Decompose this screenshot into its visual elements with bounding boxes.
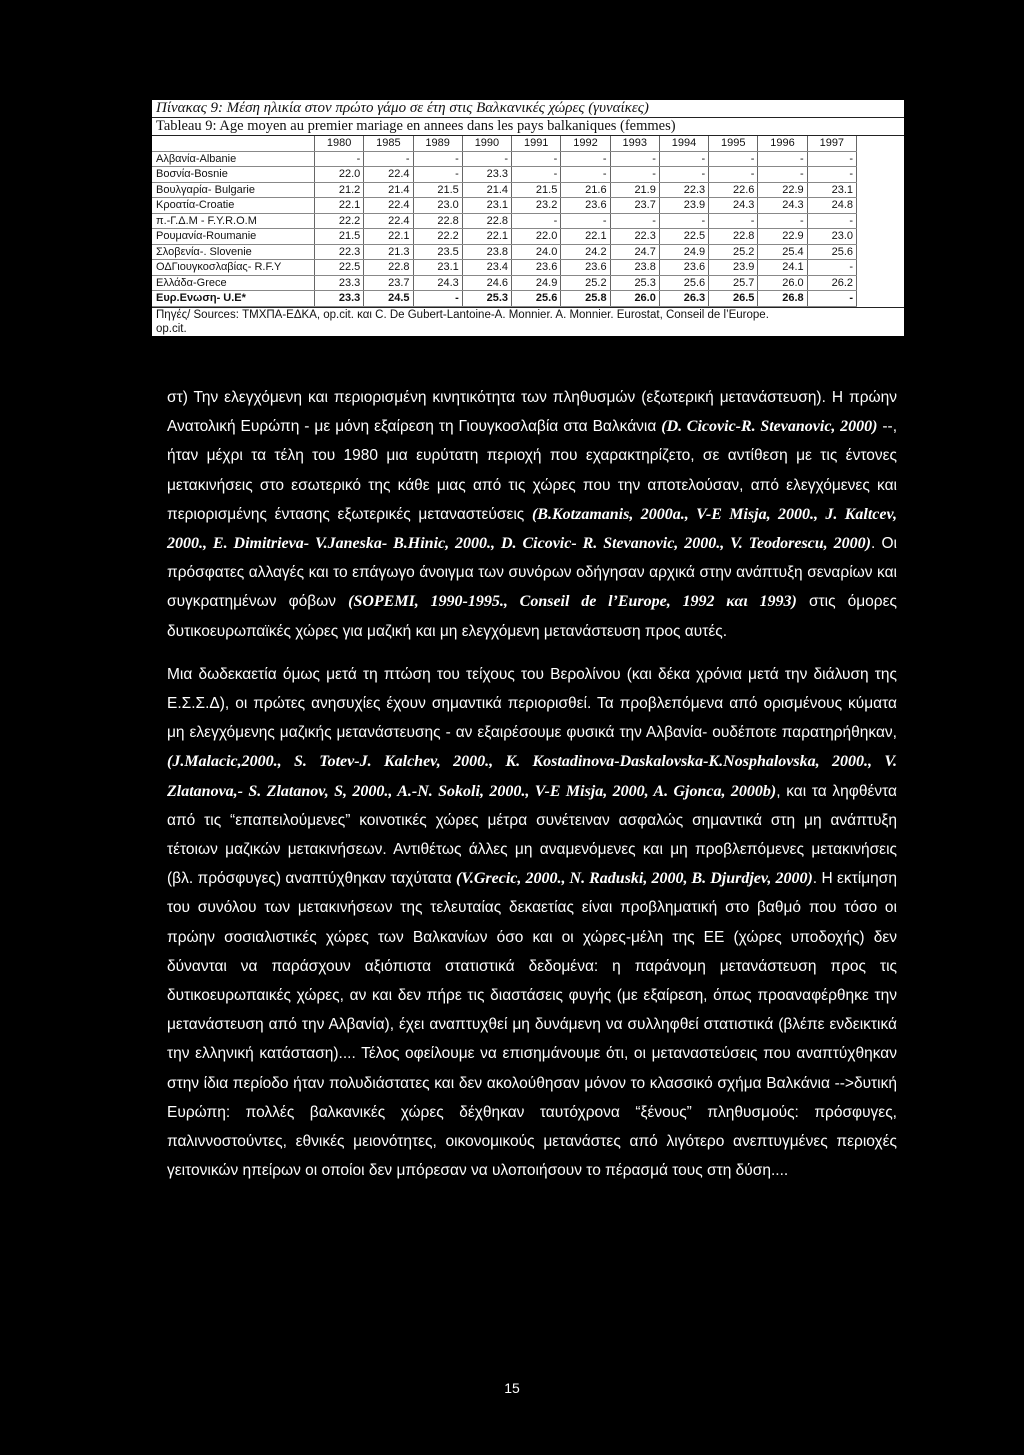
table-cell: 22.9 — [758, 229, 807, 245]
table-cell: 22.0 — [315, 167, 364, 183]
para1-text-2: --, ήταν μέχρι τα τέλη του 1980 μια ευρύτατη περιοχή που εχαρακτηρίζετο, σε αντίθεση με τις έντονες μετακινήσεις στο εσωτερικό της κάθε μιας από τις χώρες που την αποτελούσαν, από ελεγχόμενες και περιορισμένης έντασης εξωτερικές μεταναστεύσεις — [167, 418, 897, 523]
para2-citation-1: (J.Malacic,2000., S. Totev-J. Kalchev, 2000., K. Kostadinova-Daskalovska-K.Nosphalovska, 2000., V. Zlatanova,- S. Zlatanov, S, 2000., A.-N. Sokoli, 2000., V-E Misja, 2000, A. Gjonca, 2000b) — [167, 753, 897, 800]
table-cell: 23.1 — [807, 182, 856, 198]
year-header: 1992 — [561, 136, 610, 151]
table-cell: 22.6 — [709, 182, 758, 198]
table-cell: - — [807, 260, 856, 276]
table-cell: 22.8 — [364, 260, 413, 276]
table-cell: 25.6 — [659, 275, 708, 291]
table-cell: - — [561, 167, 610, 183]
country-label: Αλβανία-Albanie — [152, 151, 315, 167]
table-cell: 22.1 — [561, 229, 610, 245]
table-cell: 23.8 — [462, 244, 511, 260]
table-cell: - — [413, 167, 462, 183]
table-cell: 23.5 — [413, 244, 462, 260]
table-row — [152, 167, 857, 183]
table-cell: 22.0 — [512, 229, 561, 245]
table-cell: 25.3 — [462, 291, 511, 307]
table-cell: 26.3 — [659, 291, 708, 307]
paragraph-after-berlin-wall — [167, 660, 897, 1186]
table-cell: 23.7 — [364, 275, 413, 291]
table-cell: - — [413, 151, 462, 167]
table-cell: 22.2 — [413, 229, 462, 245]
table-cell: 22.1 — [315, 198, 364, 214]
marriage-age-table — [152, 136, 857, 307]
para2-citation-2: (V.Grecic, 2000., N. Raduski, 2000, B. Djurdjev, 2000) — [455, 870, 813, 888]
para1-citation-3: (SOPEMI, 1990-1995., Conseil de l’Europe, 1992 και 1993) — [348, 593, 797, 611]
table-cell: 22.2 — [315, 213, 364, 229]
table-cell: - — [807, 213, 856, 229]
country-label: Βοσνία-Bosnie — [152, 167, 315, 183]
year-header: 1993 — [610, 136, 659, 151]
table-cell: - — [709, 167, 758, 183]
para2-text-2: , και τα ληφθέντα από τις “επαπειλούμενες” κοινοτικές χώρες μέτρα συνέτειναν ασφαλώς σημαντικά στη μη ανάπτυξη τέτοιων μαζικών μετακινήσεων. Αντιθέτως άλλες μη αναμενόμενες και μη προβλεπόμενες μετακινήσεις (βλ. πρόσφυγες) αναπτύχθηκαν ταχύτατα — [167, 782, 897, 888]
table-sources-line2: op.cit. — [156, 322, 187, 335]
country-label: Βουλγαρία- Bulgarie — [152, 182, 315, 198]
table-cell: 22.3 — [659, 182, 708, 198]
para1-text-1: στ) Την ελεγχόμενη και περιορισμένη κινητικότητα των πληθυσμών (εξωτερική μετανάστευση). Η πρώην Ανατολική Ευρώπη - με μόνη εξαίρεση τη Γιουγκοσλαβία στα Βαλκάνια — [167, 389, 897, 436]
para1-text-4: στις όμορες δυτικοευρωπαϊκές χώρες για μαζική και μη ελεγχόμενη μετανάστευση προς αυτές. — [167, 593, 897, 640]
year-header: 1985 — [364, 136, 413, 151]
table-cell: 21.9 — [610, 182, 659, 198]
table-cell: 26.5 — [709, 291, 758, 307]
table-row — [152, 182, 857, 198]
country-label: Ευρ.Ενωση- U.E* — [152, 291, 315, 307]
header-corner-cell — [152, 136, 315, 151]
table-cell: 25.6 — [512, 291, 561, 307]
table-cell: 24.2 — [561, 244, 610, 260]
paragraph-migration-intro — [167, 383, 897, 646]
table-cell: - — [610, 213, 659, 229]
table-cell: 23.1 — [462, 198, 511, 214]
table-cell: - — [807, 151, 856, 167]
table-cell: - — [512, 167, 561, 183]
year-header: 1997 — [807, 136, 856, 151]
table-cell: - — [659, 167, 708, 183]
body-text — [167, 383, 897, 1185]
para1-text-3: . Οι πρόσφατες αλλαγές και το επάγωγο άνοιγμα των συνόρων οδήγησαν αρχικά στην ανάπτυξη σεναρίων και συγκρατημένων φόβων — [167, 535, 898, 611]
page-number: 15 — [504, 1380, 520, 1396]
table-cell: 23.8 — [610, 260, 659, 276]
year-header: 1980 — [315, 136, 364, 151]
country-label: Ελλάδα-Grece — [152, 275, 315, 291]
table-cell: - — [512, 151, 561, 167]
para1-citation-2: (B.Kotzamanis, 2000a., V-E Misja, 2000., J. Kaltcev, 2000., E. Dimitrieva- V.Janeska- B.Hinic, 2000., D. Cicovic- R. Stevanovic, 2000., V. Teodorescu, 2000) — [167, 505, 898, 553]
table-cell: 21.5 — [413, 182, 462, 198]
table-row — [152, 198, 857, 214]
para2-text-3: . Η εκτίμηση του συνόλου των μετακινήσεων της τελευταίας δεκαετίας είναι προβληματική στο βαθμό που τόσο οι πρώην σοσιαλιστικές χώρες των Βαλκανίων όσο και οι χώρες-μέλη της ΕΕ (χώρες υποδοχής) δεν δύνανται να παράσχουν αξιόπιστα στατιστικά δεδομένα: η παράνομη μετανάστευση προς τις δυτικοευρωπαικές χώρες, αν και δεν πήρε τις διαστάσεις φυγής (με εξαίρεση, όπως προαναφέρθηκε την μετανάστευση από την Αλβανία), έχει αναπτυχθεί μη δυνάμενη να συλληφθεί στατιστικά (βλέπε ενδεικτικά την ελληνική κατάσταση).... Τέλος οφείλουμε να επισημάνουμε ότι, οι μεταναστεύσεις που αναπτύχθηκαν στην ίδια περίοδο ήταν πολυδιάστατες και δεν ακολούθησαν μόνον το κλασσικό σχήμα Βαλκάνια -->δυτική Ευρώπη: πολλές βαλκανικές χώρες δέχθηκαν ταυτόχρονα “ξένους” πληθυσμούς: πρόσφυγες, παλιννοστούντες, εθνικές μειονότητες, οικονομικούς μετανάστες από λιγότερο ανεπτυγμένες περιοχές γειτονικών ηπείρων οι οποίοι δεν μπόρεσαν να υλοποιήσουν το πέρασμά τους στη δύση.... — [167, 870, 897, 1180]
table-cell: 22.5 — [315, 260, 364, 276]
table-row — [152, 260, 857, 276]
table-cell: 24.0 — [512, 244, 561, 260]
table-cell: - — [807, 167, 856, 183]
table-row — [152, 291, 857, 307]
table-cell: 21.5 — [315, 229, 364, 245]
table-cell: 22.9 — [758, 182, 807, 198]
table-row — [152, 151, 857, 167]
table-cell: - — [659, 151, 708, 167]
table-cell: - — [512, 213, 561, 229]
table-cell: 23.4 — [462, 260, 511, 276]
table-cell: 25.7 — [709, 275, 758, 291]
table-cell: - — [758, 213, 807, 229]
table-cell: 24.5 — [364, 291, 413, 307]
table-cell: 22.1 — [462, 229, 511, 245]
table-cell: - — [364, 151, 413, 167]
table-cell: - — [709, 151, 758, 167]
table-cell: 22.4 — [364, 198, 413, 214]
table-cell: 23.6 — [659, 260, 708, 276]
table-cell: 23.9 — [659, 198, 708, 214]
table-cell: 24.3 — [758, 198, 807, 214]
table-cell: 21.4 — [462, 182, 511, 198]
country-label: Σλοβενία-. Slovenie — [152, 244, 315, 260]
table-cell: 26.0 — [758, 275, 807, 291]
year-header: 1990 — [462, 136, 511, 151]
table-cell: 24.3 — [413, 275, 462, 291]
table-cell: 23.3 — [462, 167, 511, 183]
table-cell: 22.8 — [413, 213, 462, 229]
table-cell: 22.8 — [462, 213, 511, 229]
year-header: 1996 — [758, 136, 807, 151]
year-header: 1995 — [709, 136, 758, 151]
table-header-row — [152, 136, 857, 151]
table-cell: 23.2 — [512, 198, 561, 214]
table-cell: 23.0 — [807, 229, 856, 245]
table-cell: 21.2 — [315, 182, 364, 198]
year-header: 1991 — [512, 136, 561, 151]
year-header: 1994 — [659, 136, 708, 151]
table-cell: - — [610, 151, 659, 167]
table-cell: 24.7 — [610, 244, 659, 260]
table-cell: - — [315, 151, 364, 167]
table-cell: 22.4 — [364, 167, 413, 183]
table-cell: 24.1 — [758, 260, 807, 276]
table-cell: 24.9 — [512, 275, 561, 291]
table-cell: 25.2 — [709, 244, 758, 260]
table-cell: 23.3 — [315, 275, 364, 291]
table-cell: 25.8 — [561, 291, 610, 307]
table-sources-line1: Πηγές/ Sources: ΤΜΧΠΑ-ΕΔΚΑ, op.cit. και C. De Gubert-Lantoine-A. Monnier. A. Monnier. Eurostat, Conseil de l’Europe. — [156, 308, 769, 321]
table-title-greek: Πίνακας 9: Μέση ηλικία στον πρώτο γάμο σε έτη στις Βαλκανικές χώρες (γυναίκες) — [152, 100, 904, 118]
table-cell: 26.8 — [758, 291, 807, 307]
year-header: 1989 — [413, 136, 462, 151]
table-cell: 22.8 — [709, 229, 758, 245]
table-cell: 24.3 — [709, 198, 758, 214]
table-cell: 25.2 — [561, 275, 610, 291]
table-cell: 23.7 — [610, 198, 659, 214]
table-row — [152, 229, 857, 245]
table-cell: - — [758, 151, 807, 167]
table-cell: - — [709, 213, 758, 229]
table-cell: 23.6 — [561, 198, 610, 214]
table-cell: 25.4 — [758, 244, 807, 260]
table-cell: 26.2 — [807, 275, 856, 291]
table-cell: 22.3 — [315, 244, 364, 260]
table-cell: - — [561, 151, 610, 167]
table-figure — [152, 100, 904, 336]
country-label: Ρουμανία-Roumanie — [152, 229, 315, 245]
table-cell: 21.6 — [561, 182, 610, 198]
table-cell: 23.0 — [413, 198, 462, 214]
table-cell: 24.6 — [462, 275, 511, 291]
table-row — [152, 213, 857, 229]
table-row — [152, 275, 857, 291]
table-row — [152, 244, 857, 260]
table-cell: 24.9 — [659, 244, 708, 260]
table-cell: - — [462, 151, 511, 167]
table-cell: 23.3 — [315, 291, 364, 307]
table-cell: - — [659, 213, 708, 229]
table-cell: - — [758, 167, 807, 183]
country-label: Κροατία-Croatie — [152, 198, 315, 214]
table-cell: 21.4 — [364, 182, 413, 198]
table-cell: 23.6 — [512, 260, 561, 276]
table-cell: 24.8 — [807, 198, 856, 214]
table-title-french: Tableau 9: Age moyen au premier mariage en annees dans les pays balkaniques (femmes) — [152, 118, 904, 136]
table-cell: 25.6 — [807, 244, 856, 260]
country-label: ΟΔΓιουγκοσλαβίας- R.F.Y — [152, 260, 315, 276]
table-cell: 22.3 — [610, 229, 659, 245]
table-cell: 22.5 — [659, 229, 708, 245]
table-cell: 23.1 — [413, 260, 462, 276]
table-cell: - — [610, 167, 659, 183]
table-cell: 21.3 — [364, 244, 413, 260]
table-cell: 23.9 — [709, 260, 758, 276]
table-cell: - — [413, 291, 462, 307]
table-cell: - — [807, 291, 856, 307]
table-cell: 21.5 — [512, 182, 561, 198]
country-label: π.-Γ.Δ.Μ - F.Y.R.O.M — [152, 213, 315, 229]
table-sources — [152, 307, 904, 336]
table-cell: 26.0 — [610, 291, 659, 307]
para1-citation-1: (D. Cicovic-R. Stevanovic, 2000) — [661, 418, 878, 436]
table-cell: 22.1 — [364, 229, 413, 245]
table-cell: 22.4 — [364, 213, 413, 229]
table-cell: 25.3 — [610, 275, 659, 291]
table-cell: - — [561, 213, 610, 229]
para2-text-1: Μια δωδεκαετία όμως μετά τη πτώση του τείχους του Βερολίνου (και δέκα χρόνια μετά την διάλυση της Ε.Σ.Σ.Δ), οι πρώτες ανησυχίες έχουν σημαντικά περιορισθεί. Τα προβλεπόμενα από ορισμένους κύματα μη ελεγχόμενης μαζικής μετανάστευσης - αν εξαιρέσουμε φυσικά την Αλβανία- ουδέποτε παρατηρήθηκαν, — [167, 665, 897, 742]
table-cell: 23.6 — [561, 260, 610, 276]
